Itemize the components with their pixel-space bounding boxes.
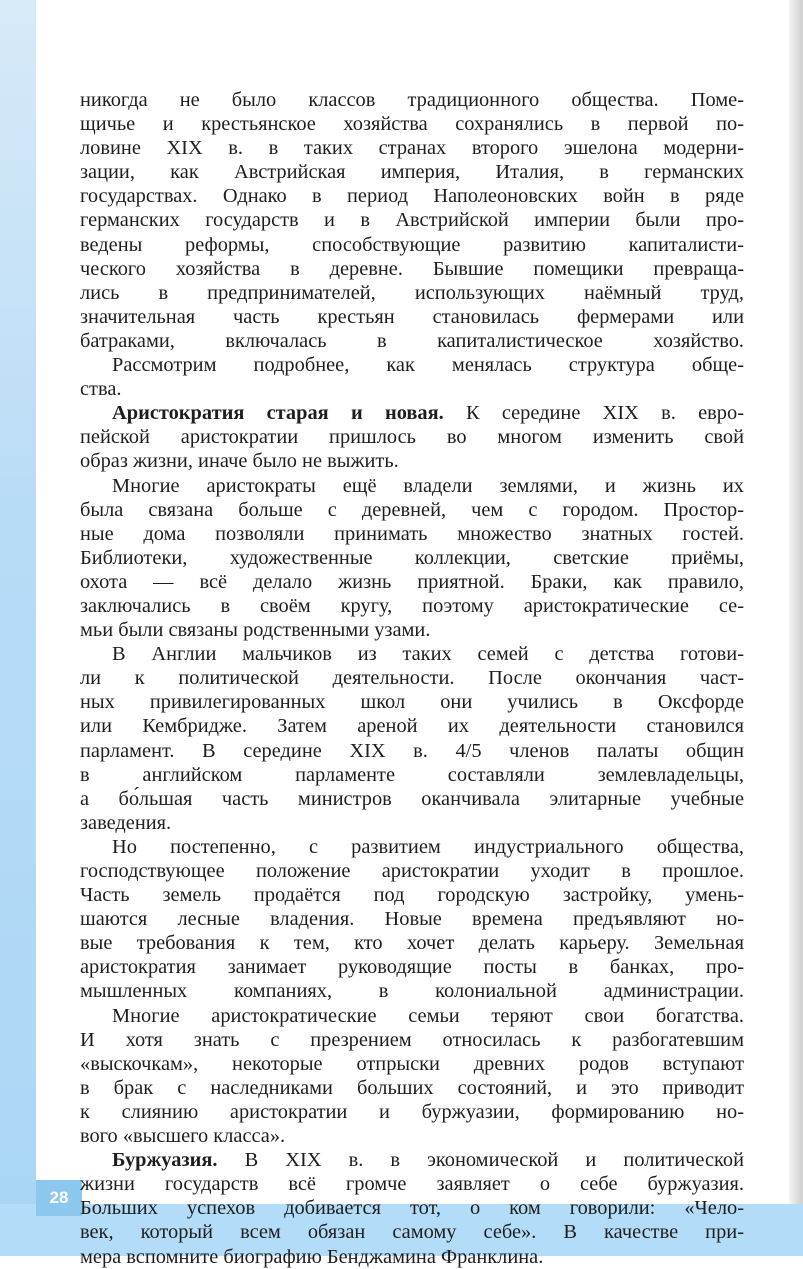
text-line: ные дома позволяли принимать множество знатных гостей. — [80, 522, 744, 545]
text-line: парламент. В середине XIX в. 4/5 членов палаты общин — [80, 739, 744, 762]
paragraph — [80, 835, 744, 1004]
text-line: государствах. Однако в период Наполеоновских войн в ряде — [80, 185, 744, 208]
text-line: Больших успехов добивается тот, о ком говорили: «Чело- — [80, 1197, 744, 1220]
text-line: Но постепенно, с развитием индустриального общества, — [112, 835, 744, 858]
text-line: вого «высшего класса». — [80, 1125, 286, 1148]
section-heading: Буржуазия. — [112, 1149, 218, 1172]
text-line: Многие аристократы ещё владели землями, и жизнь их — [112, 474, 744, 497]
text-line: мьи были связаны родственными узами. — [80, 619, 431, 642]
text-line: ведены реформы, способствующие развитию капиталисти- — [80, 233, 744, 256]
page-number: 28 — [36, 1180, 82, 1216]
text-line: заключались в своём кругу, поэтому аристократические се- — [80, 594, 744, 617]
text-line: мера вспомните биографию Бенджамина Франклина. — [80, 1245, 544, 1268]
text-line: ческого хозяйства в деревне. Бывшие помещики превраща- — [80, 257, 744, 280]
paragraph — [80, 642, 744, 835]
text-line — [80, 1148, 744, 1172]
text-line: Библиотеки, художественные коллекции, светские приёмы, — [80, 546, 744, 569]
text-line: И хотя знать с презрением относилась к разбогатевшим — [80, 1028, 744, 1051]
text-line: а бо́льшая часть министров оканчивала элитарные учебные — [80, 787, 744, 810]
text-line: «выскочкам», некоторые отпрыски древних родов вступают — [80, 1052, 744, 1075]
text-line: мышленных компаниях, в колониальной администрации. — [80, 980, 744, 1003]
text-line: В Англии мальчиков из таких семей с детства готови- — [112, 643, 744, 666]
text-line: в брак с наследниками больших состояний, и это приводит — [80, 1076, 744, 1099]
text-line: зации, как Австрийская империя, Италия, в германских — [80, 161, 744, 184]
text-line: никогда не было классов традиционного общества. Поме- — [80, 89, 744, 111]
text-line: ных привилегированных школ они учились в Оксфорде — [80, 691, 744, 714]
text-line: в английском парламенте составляли землевладельцы, — [80, 763, 744, 786]
text-line: значительная часть крестьян становилась фермерами или — [80, 305, 744, 328]
paragraph — [80, 1148, 744, 1268]
page-edge-shadow — [789, 0, 803, 1256]
left-margin-band — [0, 0, 36, 1256]
text-line: ли к политической деятельности. После окончания част- — [80, 667, 744, 690]
text-line: образ жизни, иначе было не выжить. — [80, 450, 399, 473]
text-line: ловине XIX в. в таких странах второго эшелона модерни- — [80, 137, 744, 160]
text-line: щичье и крестьянское хозяйства сохранялись в первой по- — [80, 113, 744, 136]
text-line: шаются лесные владения. Новые времена предъявляют но- — [80, 908, 744, 931]
text-line: к слиянию аристократии и буржуазии, формированию но- — [80, 1100, 744, 1123]
paragraph — [80, 401, 744, 473]
paragraph — [80, 474, 744, 643]
text-line: батраками, включалась в капиталистическое хозяйство. — [80, 329, 744, 352]
section-heading: Аристократия старая и новая. — [112, 402, 444, 425]
text-line: Часть земель продаётся под городскую застройку, умень- — [80, 884, 744, 907]
text-line: пейской аристократии пришлось во многом изменить свой — [80, 426, 744, 449]
text-line: или Кембридже. Затем ареной их деятельности становился — [80, 715, 744, 738]
text-line: вые требования к тем, кто хочет делать карьеру. Земельная — [80, 932, 744, 955]
text-line: охота — всё делало жизнь приятной. Браки, как правило, — [80, 570, 744, 593]
text-run: К середине XIX в. евро- — [443, 402, 744, 425]
text-line: господствующее положение аристократии уходит в прошлое. — [80, 860, 744, 882]
text-line: Рассмотрим подробнее, как менялась структура обще- — [112, 354, 744, 377]
text-run: В XIX в. в экономической и политической — [217, 1149, 744, 1172]
paragraph — [80, 353, 744, 401]
page-body — [80, 88, 744, 1269]
text-line: ства. — [80, 378, 122, 401]
paragraph — [80, 88, 744, 353]
text-line: век, который всем обязан самому себе». В качестве при- — [80, 1221, 744, 1244]
text-line: заведения. — [80, 811, 172, 834]
text-line: Многие аристократические семьи теряют свои богатства. — [112, 1004, 744, 1027]
text-line: германских государств и в Австрийской империи были про- — [80, 209, 744, 232]
text-line: жизни государств всё громче заявляет о себе буржуазия. — [80, 1173, 744, 1196]
text-line — [80, 401, 744, 425]
text-line: аристократия занимает руководящие посты в банках, про- — [80, 956, 744, 979]
text-line: была связана больше с деревней, чем с городом. Простор- — [80, 498, 744, 521]
text-line: лись в предпринимателей, использующих наёмный труд, — [80, 281, 744, 304]
paragraph — [80, 1004, 744, 1149]
